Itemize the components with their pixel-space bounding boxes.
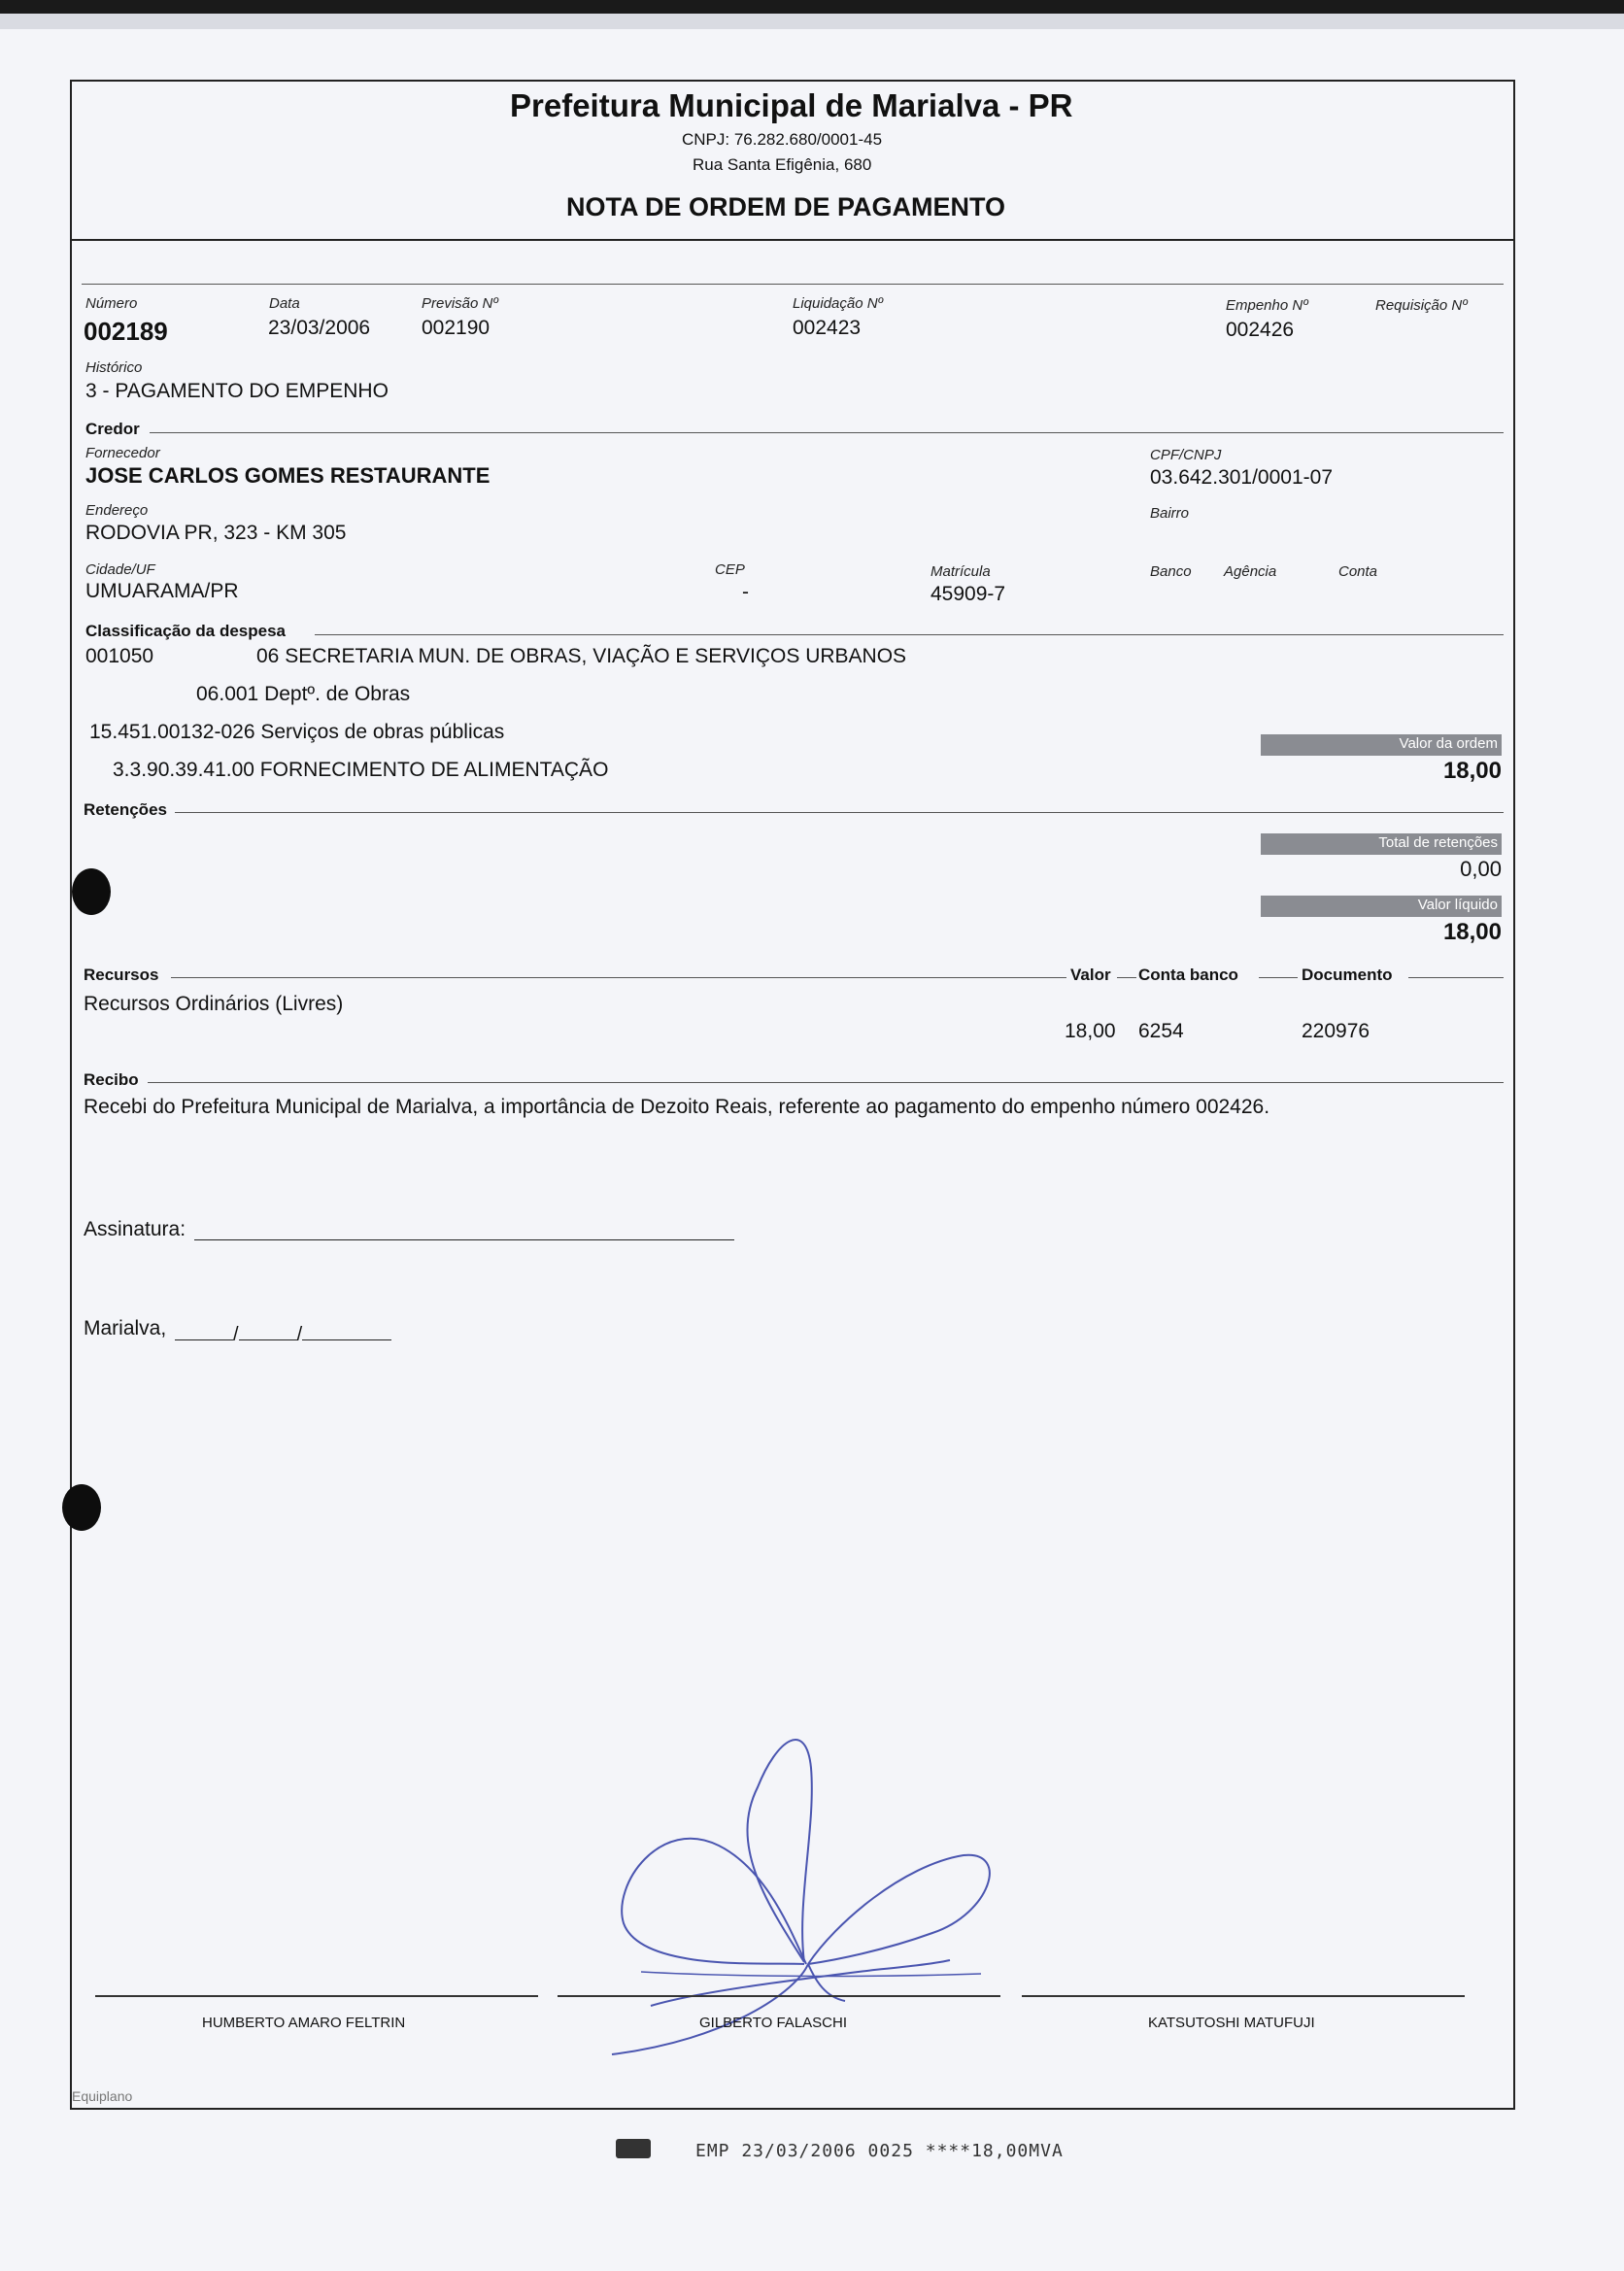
empenho-value: 002426 [1226,319,1295,341]
data-label: Data [269,295,300,312]
signatory-2: GILBERTO FALASCHI [699,2015,847,2031]
stamp-logo [616,2139,651,2158]
assinatura-line [194,1239,734,1240]
recursos-divider [171,977,1066,978]
local-data-label: Marialva, [84,1317,167,1339]
date-blank: / / [175,1323,391,1346]
cep-value: - [742,581,749,603]
assinatura-label: Assinatura: [84,1218,186,1240]
numero-label: Número [85,295,138,312]
valor-ordem-value: 18,00 [1442,758,1502,784]
recurso-conta: 6254 [1138,1020,1184,1042]
previsao-value: 002190 [422,317,491,339]
signatory-3: KATSUTOSHI MATUFUJI [1148,2015,1315,2031]
class-dept: 06.001 Deptº. de Obras [196,683,411,705]
recibo-text: Recebi do Prefeitura Municipal de Marialva, a importância de Dezoito Reais, referente ao pagamento do empenho número 002426. [84,1096,1270,1118]
recibo-section-title: Recibo [84,1070,139,1089]
cpf-cnpj-label: CPF/CNPJ [1150,447,1222,463]
payment-stamp: EMP 23/03/2006 0025 ****18,00MVA [695,2141,1064,2161]
valor-ordem-label: Valor da ordem [1399,735,1498,752]
historico-value: 3 - PAGAMENTO DO EMPENHO [85,380,389,402]
header-divider [70,239,1515,241]
punch-hole-bottom [62,1484,101,1531]
documento-col-divider [1408,977,1504,978]
total-retencoes-value: 0,00 [1460,857,1502,881]
class-program: 15.451.00132-026 Serviços de obras públicas [89,721,505,743]
valor-col-header: Valor [1070,966,1111,984]
scan-top-band [0,0,1624,14]
recursos-section-title: Recursos [84,966,159,984]
punch-hole-top [72,868,111,915]
liquidacao-label: Liquidação Nº [793,295,884,312]
valor-liquido-bar [1261,896,1502,917]
endereco-value: RODOVIA PR, 323 - KM 305 [85,522,347,544]
valor-col-divider [1117,977,1136,978]
conta-col-divider [1259,977,1298,978]
classificacao-divider [315,634,1504,635]
conta-banco-col-header: Conta banco [1138,966,1238,984]
matricula-label: Matrícula [930,563,991,580]
cpf-cnpj-value: 03.642.301/0001-07 [1150,466,1334,489]
class-code: 001050 [85,645,154,667]
recurso-nome: Recursos Ordinários (Livres) [84,993,344,1015]
agencia-label: Agência [1224,563,1277,580]
banco-label: Banco [1150,563,1192,580]
conta-label: Conta [1338,563,1378,580]
class-secretaria: 06 SECRETARIA MUN. DE OBRAS, VIAÇÃO E SERVIÇOS URBANOS [256,645,907,667]
top-divider [82,284,1504,285]
valor-liquido-value: 18,00 [1442,919,1502,945]
cnpj-line: CNPJ: 76.282.680/0001-45 [682,130,883,149]
credor-section-title: Credor [85,420,140,438]
address-line: Rua Santa Efigênia, 680 [693,155,872,174]
fornecedor-value: JOSE CARLOS GOMES RESTAURANTE [85,463,491,488]
software-credit: Equiplano [72,2088,133,2104]
liquidacao-value: 002423 [793,317,862,339]
credor-divider [150,432,1504,433]
document-title: NOTA DE ORDEM DE PAGAMENTO [566,192,1006,221]
endereco-label: Endereço [85,502,149,519]
data-value: 23/03/2006 [268,317,371,339]
empenho-label: Empenho Nº [1226,297,1308,314]
historico-label: Histórico [85,359,143,376]
previsao-label: Previsão Nº [422,295,498,312]
class-element: 3.3.90.39.41.00 FORNECIMENTO DE ALIMENTAÇÃO [113,759,609,781]
signature-line-3 [1022,1995,1465,1997]
matricula-value: 45909-7 [930,583,1006,605]
cep-label: CEP [715,561,745,578]
total-retencoes-bar [1261,833,1502,855]
total-retencoes-label: Total de retenções [1378,834,1498,851]
classificacao-section-title: Classificação da despesa [85,622,287,640]
requisicao-label: Requisição Nº [1375,297,1468,314]
scan-top-shadow [0,14,1624,29]
signature-line-2 [558,1995,1000,1997]
fornecedor-label: Fornecedor [85,445,160,461]
valor-liquido-label: Valor líquido [1417,897,1498,913]
numero-value: 002189 [84,317,168,346]
signatory-1: HUMBERTO AMARO FELTRIN [202,2015,406,2031]
retencoes-divider [175,812,1504,813]
valor-ordem-bar [1261,734,1502,756]
page-title: Prefeitura Municipal de Marialva - PR [510,87,1073,123]
documento-col-header: Documento [1302,966,1393,984]
recurso-documento: 220976 [1302,1020,1370,1042]
bairro-label: Bairro [1150,505,1190,522]
cidade-uf-label: Cidade/UF [85,561,155,578]
retencoes-section-title: Retenções [84,800,167,819]
recurso-valor: 18,00 [1065,1020,1116,1042]
signature-line-1 [95,1995,538,1997]
recibo-divider [148,1082,1504,1083]
cidade-uf-value: UMUARAMA/PR [85,580,239,602]
